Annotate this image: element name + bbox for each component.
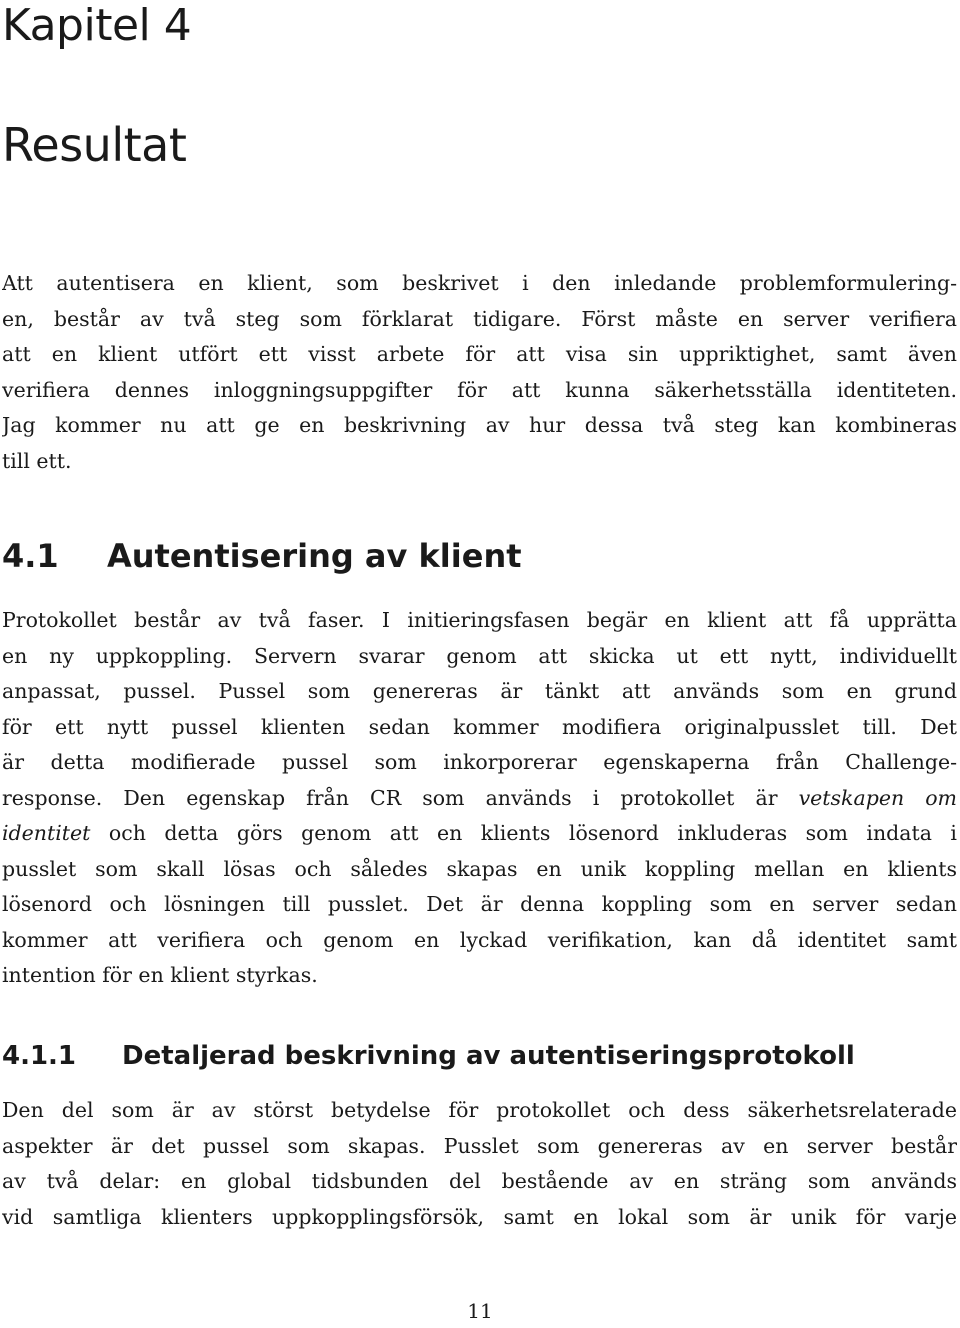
- paragraph-line: aspekter är det pussel som skapas. Pusslet som genereras av en server består: [2, 1133, 957, 1158]
- paragraph-line: av två delar: en global tidsbunden del bestående av en sträng som används: [2, 1169, 957, 1193]
- line-text: response. Den egenskap från CR som används i protokollet är: [2, 785, 799, 810]
- paragraph-line: en ny uppkoppling. Servern svarar genom att skicka ut ett nytt, individuellt: [2, 643, 957, 668]
- paragraph-line: kommer att verifiera och genom en lyckad verifikation, kan då identitet samt: [2, 927, 957, 952]
- line-text: och detta görs genom att en klients lösenord inkluderas som indata i: [90, 821, 957, 845]
- paragraph-line: vid samtliga klienters uppkopplingsförsök, samt en lokal som är unik för varje: [2, 1204, 957, 1229]
- paragraph-line: Protokollet består av två faser. I initieringsfasen begär en klient att få upprätta: [2, 608, 957, 632]
- paragraph-line: till ett.: [2, 448, 72, 473]
- paragraph-line: en, består av två steg som förklarat tidigare. Först måste en server verifiera: [2, 306, 957, 331]
- subsection-title: Detaljerad beskrivning av autentiseringsprotokoll: [122, 1041, 855, 1071]
- document-page: [2, 0, 958, 1328]
- paragraph-line: intention för en klient styrkas.: [2, 963, 318, 987]
- section-heading-4-1: [2, 530, 522, 582]
- paragraph-line: [2, 816, 957, 852]
- paragraph-line: lösenord och lösningen till pusslet. Det är denna koppling som en server sedan: [2, 892, 957, 916]
- paragraph-line: att en klient utfört ett visst arbete för att visa sin uppriktighet, samt även: [2, 342, 957, 366]
- paragraph-line: för ett nytt pussel klienten sedan kommer modifiera originalpusslet till. Det: [2, 714, 957, 739]
- section-number: 4.1: [2, 537, 59, 575]
- chapter-label: Kapitel 4: [2, 0, 192, 51]
- paragraph-line: är detta modifierade pussel som inkorporerar egenskaperna från Challenge-: [2, 750, 957, 774]
- paragraph-line: anpassat, pussel. Pussel som genereras är tänkt att används som en grund: [2, 679, 957, 703]
- paragraph-line: Jag kommer nu att ge en beskrivning av hur dessa två steg kan kombineras: [2, 413, 957, 437]
- paragraph-line: verifiera dennes inloggningsuppgifter för att kunna säkerhetsställa identiteten.: [2, 377, 957, 402]
- chapter-title: Resultat: [2, 118, 187, 172]
- paragraph-line: Den del som är av störst betydelse för protokollet och dess säkerhetsrelaterade: [2, 1098, 957, 1122]
- emphasis-text: vetskapen om: [798, 785, 957, 810]
- intro-paragraph: [2, 266, 957, 479]
- emphasis-text: identitet: [2, 821, 91, 845]
- paragraph-line: pusslet som skall lösas och således skapas en unik koppling mellan en klients: [2, 856, 957, 881]
- section-4-1-paragraph: [2, 603, 957, 994]
- page-number: 11: [467, 1299, 493, 1323]
- section-heading-4-1-1: [2, 1034, 855, 1078]
- paragraph-line: [2, 781, 957, 817]
- section-4-1-1-paragraph: [2, 1093, 957, 1235]
- paragraph-line: Att autentisera en klient, som beskrivet i den inledande problemformulering-: [2, 271, 957, 295]
- section-title: Autentisering av klient: [107, 537, 522, 575]
- subsection-number: 4.1.1: [2, 1041, 77, 1071]
